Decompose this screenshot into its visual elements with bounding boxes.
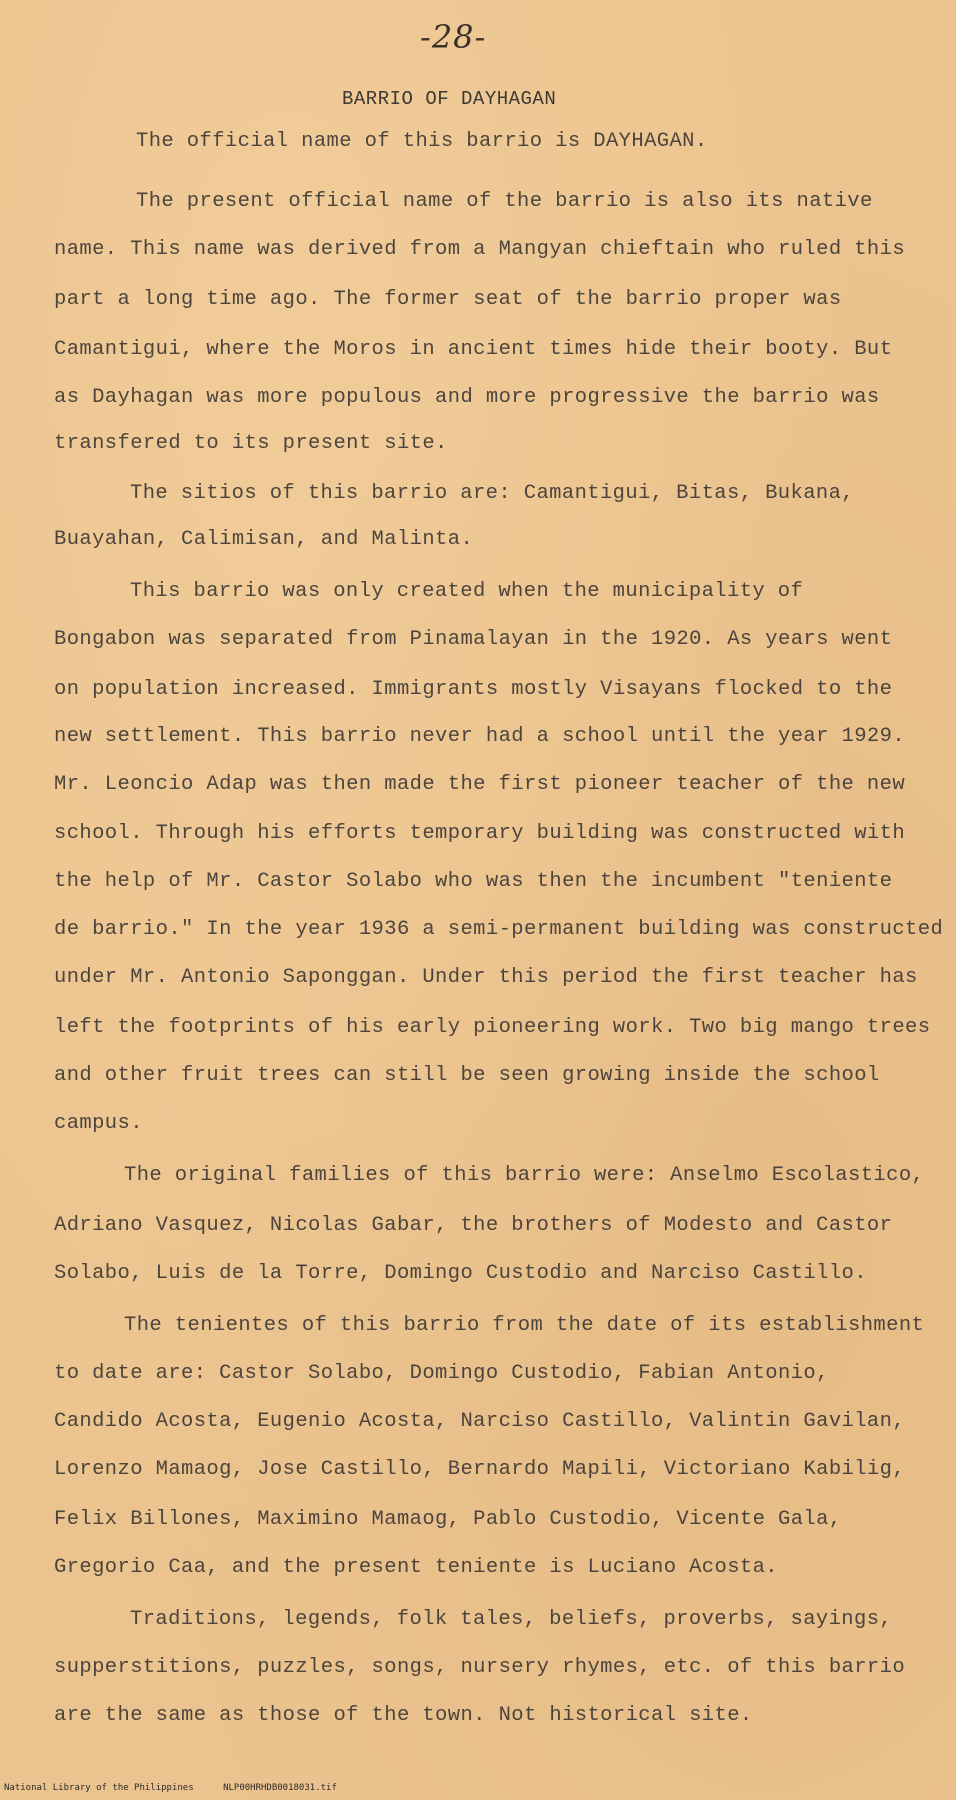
text-line: supperstitions, puzzles, songs, nursery rhymes, etc. of this barrio bbox=[54, 1656, 906, 1679]
text-line: to date are: Castor Solabo, Domingo Custodio, Fabian Antonio, bbox=[54, 1362, 829, 1385]
text-line: new settlement. This barrio never had a school until the year 1929. bbox=[54, 725, 906, 748]
text-line: are the same as those of the town. Not historical site. bbox=[54, 1704, 753, 1727]
document-title: BARRIO OF DAYHAGAN bbox=[342, 88, 557, 110]
text-line: Adriano Vasquez, Nicolas Gabar, the brothers of Modesto and Castor bbox=[54, 1214, 893, 1237]
text-line: The tenientes of this barrio from the date of its establishment bbox=[124, 1314, 925, 1337]
text-line: Gregorio Caa, and the present teniente is Luciano Acosta. bbox=[54, 1556, 779, 1579]
text-line: left the footprints of his early pioneering work. Two big mango trees bbox=[54, 1016, 931, 1039]
text-line: as Dayhagan was more populous and more progressive the barrio was bbox=[54, 386, 880, 409]
text-line: Candido Acosta, Eugenio Acosta, Narciso Castillo, Valintin Gavilan, bbox=[54, 1410, 906, 1433]
text-line: The official name of this barrio is DAYHAGAN. bbox=[136, 130, 708, 153]
text-line: de barrio." In the year 1936 a semi-permanent building was constructed bbox=[54, 918, 944, 941]
text-line: This barrio was only created when the municipality of bbox=[130, 580, 804, 603]
text-line: and other fruit trees can still be seen growing inside the school bbox=[54, 1064, 880, 1087]
text-line: Bongabon was separated from Pinamalayan in the 1920. As years went bbox=[54, 628, 893, 651]
text-line: Lorenzo Mamaog, Jose Castillo, Bernardo Mapili, Victoriano Kabilig, bbox=[54, 1458, 906, 1481]
footer-filename: NLP00HRHDB0018031.tif bbox=[223, 1783, 337, 1793]
text-line: on population increased. Immigrants mostly Visayans flocked to the bbox=[54, 678, 893, 701]
text-line: part a long time ago. The former seat of the barrio proper was bbox=[54, 288, 842, 311]
footer-institution: National Library of the Philippines bbox=[4, 1783, 194, 1793]
text-line: Traditions, legends, folk tales, beliefs, proverbs, sayings, bbox=[130, 1608, 893, 1631]
text-line: Felix Billones, Maximino Mamaog, Pablo Custodio, Vicente Gala, bbox=[54, 1508, 842, 1531]
text-line: The sitios of this barrio are: Camantigui, Bitas, Bukana, bbox=[130, 482, 855, 505]
footer bbox=[4, 1783, 361, 1793]
text-line: school. Through his efforts temporary building was constructed with bbox=[54, 822, 906, 845]
text-line: The original families of this barrio were: Anselmo Escolastico, bbox=[124, 1164, 925, 1187]
text-line: Camantigui, where the Moros in ancient times hide their booty. But bbox=[54, 338, 893, 361]
text-line: the help of Mr. Castor Solabo who was then the incumbent "teniente bbox=[54, 870, 893, 893]
text-line: Solabo, Luis de la Torre, Domingo Custodio and Narciso Castillo. bbox=[54, 1262, 867, 1285]
text-line: Buayahan, Calimisan, and Malinta. bbox=[54, 528, 474, 551]
text-line: Mr. Leoncio Adap was then made the first pioneer teacher of the new bbox=[54, 773, 906, 796]
text-line: under Mr. Antonio Saponggan. Under this period the first teacher has bbox=[54, 966, 918, 989]
text-line: campus. bbox=[54, 1112, 143, 1135]
page-number: -28- bbox=[420, 18, 487, 56]
text-line: transfered to its present site. bbox=[54, 432, 448, 455]
text-line: name. This name was derived from a Mangyan chieftain who ruled this bbox=[54, 238, 906, 261]
text-line: The present official name of the barrio is also its native bbox=[136, 190, 873, 213]
